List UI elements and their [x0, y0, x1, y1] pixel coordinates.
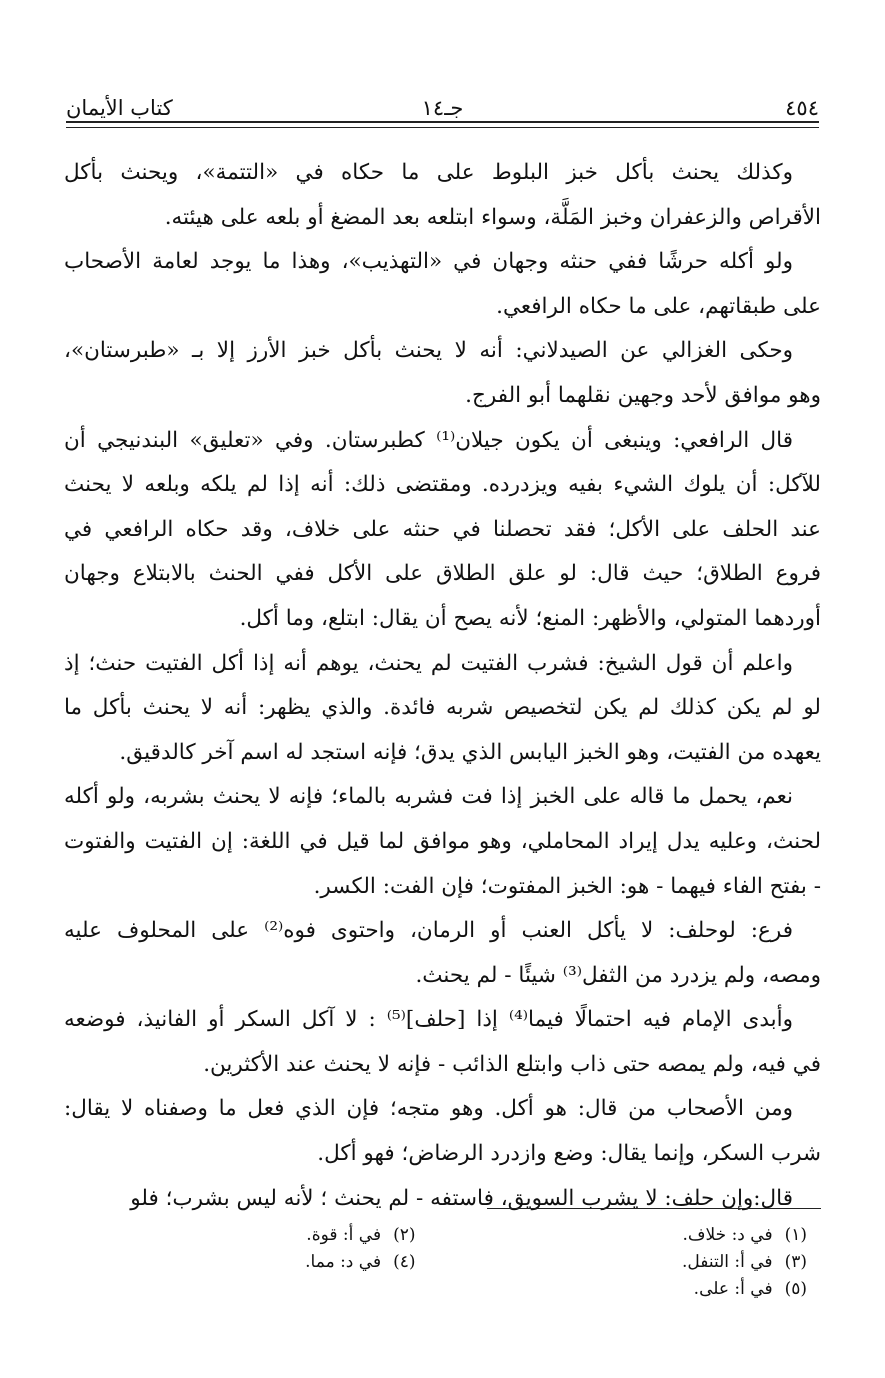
text-line: واعلم أن قول الشيخ: فشرب الفتيت لم يحنث، يوهم أنه إذا أكل الفتيت حنث؛ إذ — [64, 650, 793, 676]
text-line: للآكل: أن يلوك الشيء بفيه ويزدرده. ومقتضى ذلك: أنه إذا لم يلكه وبلعه لا يحنث — [64, 472, 821, 498]
header-rule-thick — [66, 121, 819, 123]
text-line: وحكى الغزالي عن الصيدلاني: أنه لا يحنث بأكل خبز الأرز إلا بـ «طبرستان»، — [64, 338, 793, 364]
paragraph — [64, 240, 821, 329]
text-line: قال الرافعي: وينبغى أن يكون جيلان⁽¹⁾ كطبرستان. وفي «تعليق» البندنيجي أن — [64, 427, 794, 453]
footnote-text: في أ: قوة. — [306, 1225, 382, 1245]
text-line: يعهده من الفتيت، وهو الخبز اليابس الذي يدق؛ فإنه استجد له اسم آخر كالدقيق. — [119, 739, 821, 765]
footnote-number: (٢) — [393, 1225, 416, 1245]
text-line: - بفتح الفاء فيهما - هو: الخبز المفتوت؛ فإن الفت: الكسر. — [313, 873, 821, 899]
text-line: الأقراص والزعفران وخبز المَلَّة، وسواء ابتلعه بعد المضغ أو بلعه على هيئته. — [164, 204, 821, 230]
page-number: ٤٥٤ — [785, 96, 819, 120]
running-header — [66, 82, 819, 120]
paragraph — [64, 151, 821, 240]
footnote-text: في د: مما. — [305, 1252, 382, 1272]
header-rule-thin — [66, 127, 819, 128]
text-line: في فيه، ولم يمصه حتى ذاب وابتلع الذائب - فإنه لا يحنث عند الأكثرين. — [203, 1051, 821, 1077]
text-line: ولو أكله حرشًا ففي حنثه وجهان في «التهذيب»، وهذا ما يوجد لعامة الأصحاب — [64, 249, 793, 275]
footnotes — [64, 1222, 807, 1303]
footnote-number: (٣) — [784, 1252, 807, 1272]
text-line: ومن الأصحاب من قال: هو أكل. وهو متجه؛ فإن الذي فعل ما وصفناه لا يقال: — [64, 1096, 793, 1122]
footnote — [64, 1222, 416, 1249]
footnote — [456, 1222, 808, 1249]
text-line: ومصه، ولم يزدرد من الثفل⁽³⁾ شيئًا - لم يحنث. — [415, 962, 821, 988]
text-line: لو لم يكن كذلك لم يكن لتخصيص شربه فائدة. والذي يظهر: أنه لا يحنث بأكل ما — [64, 695, 821, 721]
paragraph — [64, 1177, 821, 1222]
paragraph — [64, 329, 821, 418]
paragraph — [64, 998, 821, 1087]
text-line: فرع: لوحلف: لا يأكل العنب أو الرمان، واحتوى فوه⁽²⁾ على المحلوف عليه — [64, 918, 793, 944]
paragraph — [64, 419, 821, 642]
text-line: أوردهما المتولي، والأظهر: المنع؛ لأنه يصح أن يقال: ابتلع، وما أكل. — [239, 605, 821, 631]
book-title: كتاب الأيمان — [66, 96, 173, 120]
footnote-text: في د: خلاف. — [682, 1225, 773, 1245]
paragraph — [64, 775, 821, 909]
footnote-text: في أ: التنفل. — [681, 1252, 773, 1272]
footnote — [456, 1249, 808, 1276]
footnote-text: في أ: على. — [693, 1279, 773, 1299]
text-line: وأبدى الإمام فيه احتمالًا فيما⁽⁴⁾ إذا [حلف]⁽⁵⁾ : لا آكل السكر أو الفانيذ، فوضعه — [64, 1007, 793, 1033]
text-line: وهو موافق لأحد وجهين نقلهما أبو الفرج. — [465, 382, 821, 408]
footnote-number: (١) — [784, 1225, 807, 1245]
text-line: عند الحلف على الأكل؛ فقد تحصلنا في حنثه على خلاف، وقد حكاه الرافعي في — [64, 516, 821, 542]
text-line: لحنث، وعليه يدل إيراد المحاملي، وهو موافق لما قيل في اللغة: إن الفتيت والفتوت — [64, 828, 821, 854]
footnote-number: (٤) — [393, 1252, 416, 1272]
footnote — [456, 1276, 808, 1303]
text-line: فروع الطلاق؛ حيث قال: لو علق الطلاق على الأكل ففي الحنث بالابتلاع وجهان — [64, 561, 821, 587]
paragraph — [64, 1087, 821, 1176]
footnote-number: (٥) — [784, 1279, 807, 1299]
text-line: وكذلك يحنث بأكل خبز البلوط على ما حكاه في «التتمة»، ويحنث بأكل — [64, 160, 793, 185]
text-line: قال:وإن حلف: لا يشرب السويق، فاستفه - لم يحنث ؛ لأنه ليس بشرب؛ فلو — [130, 1185, 793, 1211]
volume-number: جـ١٤ — [421, 96, 464, 120]
paragraph — [64, 909, 821, 998]
footnote-separator — [487, 1208, 821, 1209]
paragraph — [64, 642, 821, 776]
footnote — [64, 1249, 416, 1276]
text-line: على طبقاتهم، على ما حكاه الرافعي. — [496, 293, 821, 319]
main-text — [64, 151, 821, 1221]
text-line: شرب السكر، وإنما يقال: وضع وازدرد الرضاض؛ فهو أكل. — [317, 1141, 821, 1167]
text-line: نعم، يحمل ما قاله على الخبز إذا فت فشربه بالماء؛ فإنه لا يحنث بشربه، ولو أكله — [64, 784, 793, 810]
